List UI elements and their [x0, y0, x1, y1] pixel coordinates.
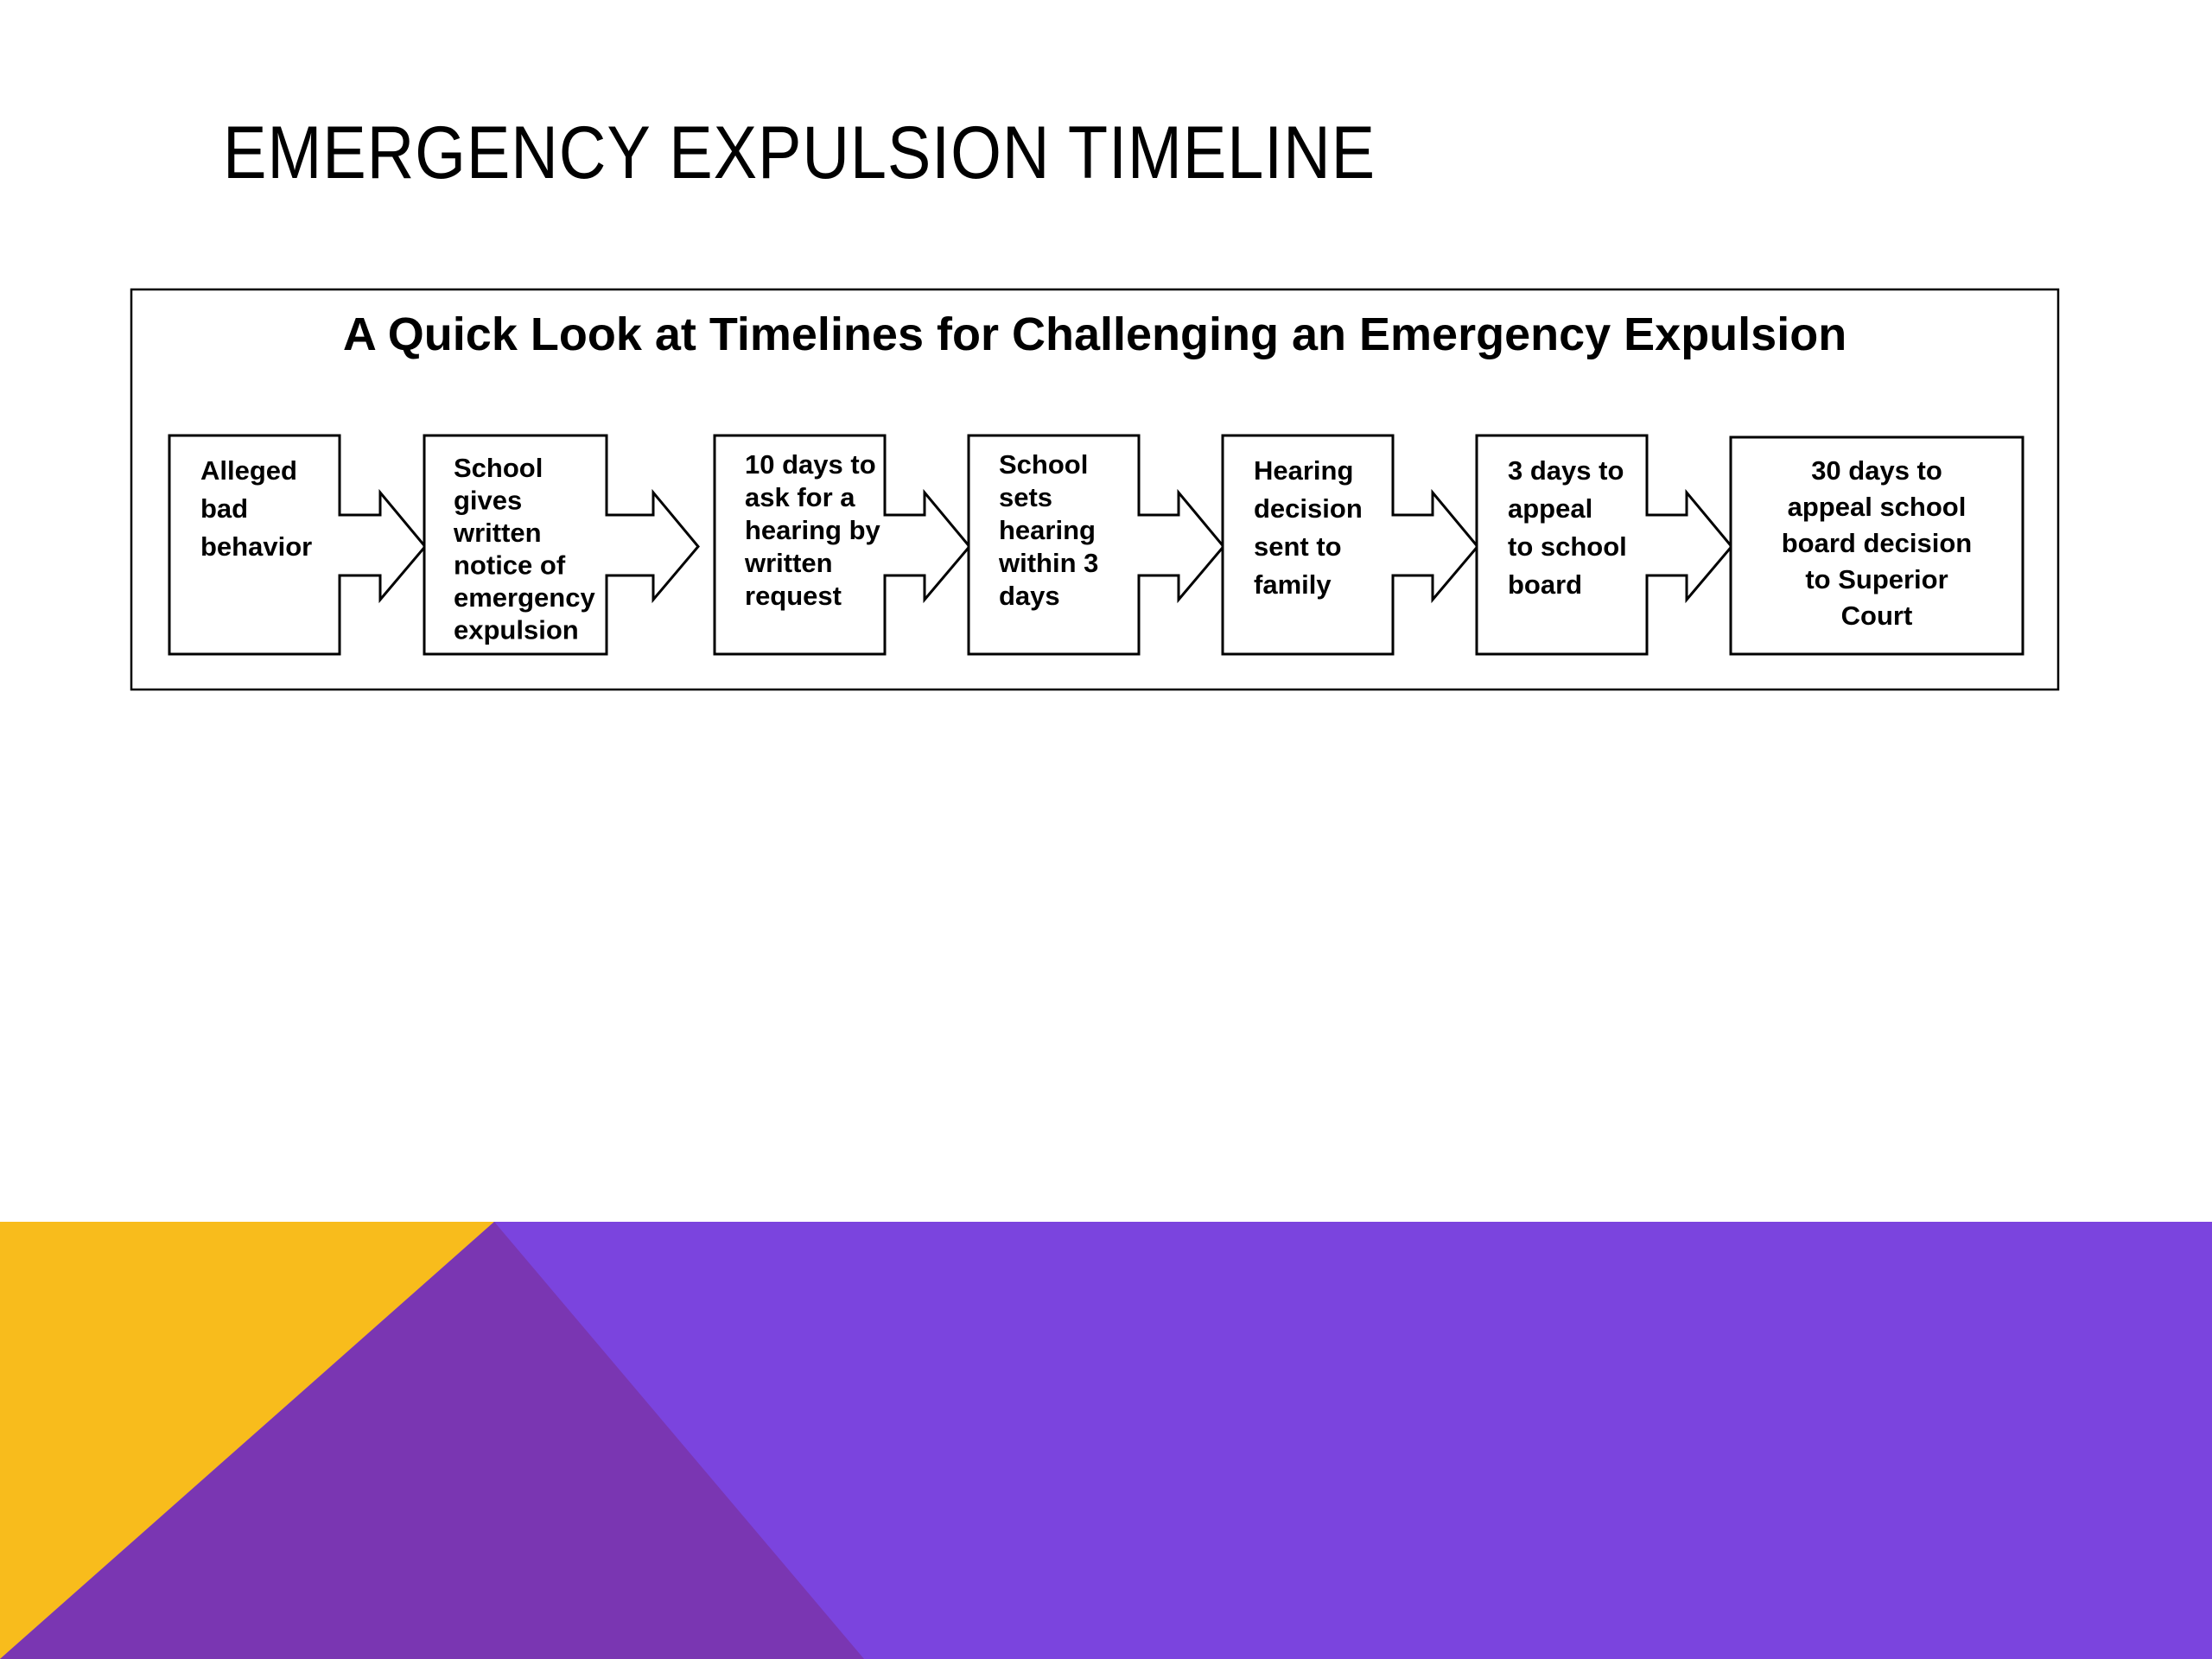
- flow-step-7-text: to Superior: [1805, 564, 1948, 594]
- flow-step-2-text: gives: [454, 485, 523, 516]
- flow-step-4-text: days: [999, 581, 1060, 611]
- flow-step-2-text: emergency: [454, 582, 595, 613]
- flow-step-7-text: board decision: [1781, 528, 1973, 558]
- flow-step-7-text: 30 days to: [1811, 455, 1942, 486]
- flow-step-6-text: board: [1508, 569, 1583, 600]
- flow-step-5-text: sent to: [1254, 531, 1342, 562]
- flow-step-3-text: written: [745, 548, 833, 578]
- flow-step-5-text: family: [1254, 569, 1332, 600]
- flow-step-3-text: 10 days to: [745, 449, 876, 480]
- flow-step-3-text: hearing by: [745, 515, 880, 545]
- flow-step-5-text: Hearing: [1254, 455, 1354, 486]
- flow-step-3-text: request: [745, 581, 842, 611]
- diagram-title: A Quick Look at Timelines for Challenging an Emergency Expulsion: [342, 308, 1847, 360]
- flow-step-4-text: hearing: [999, 515, 1096, 545]
- flow-steps: [169, 435, 2023, 654]
- flow-step-2-text: School: [454, 453, 543, 483]
- flow-step-2-text: expulsion: [454, 614, 579, 645]
- flow-step-4-text: within 3: [999, 548, 1099, 578]
- flow-step-6-text: appeal: [1508, 493, 1593, 524]
- flow-step-4-text: School: [999, 449, 1089, 480]
- flow-step-1-text: behavior: [200, 531, 313, 562]
- flow-step-6-text: 3 days to: [1508, 455, 1624, 486]
- flow-step-7-text: appeal school: [1787, 492, 1967, 522]
- flow-step-4-text: sets: [999, 482, 1053, 512]
- flow-step-1-text: Alleged: [200, 455, 297, 486]
- flow-step-7-text: Court: [1840, 601, 1913, 631]
- flow-step-2-text: written: [454, 518, 542, 548]
- flow-step-2-text: notice of: [454, 550, 566, 581]
- flow-step-6-text: to school: [1508, 531, 1627, 562]
- flow-step-5-text: decision: [1254, 493, 1363, 524]
- flow-step-3-text: ask for a: [745, 482, 855, 512]
- slide-title: EMERGENCY EXPULSION TIMELINE: [223, 111, 1376, 194]
- flow-step-1-text: bad: [200, 493, 249, 524]
